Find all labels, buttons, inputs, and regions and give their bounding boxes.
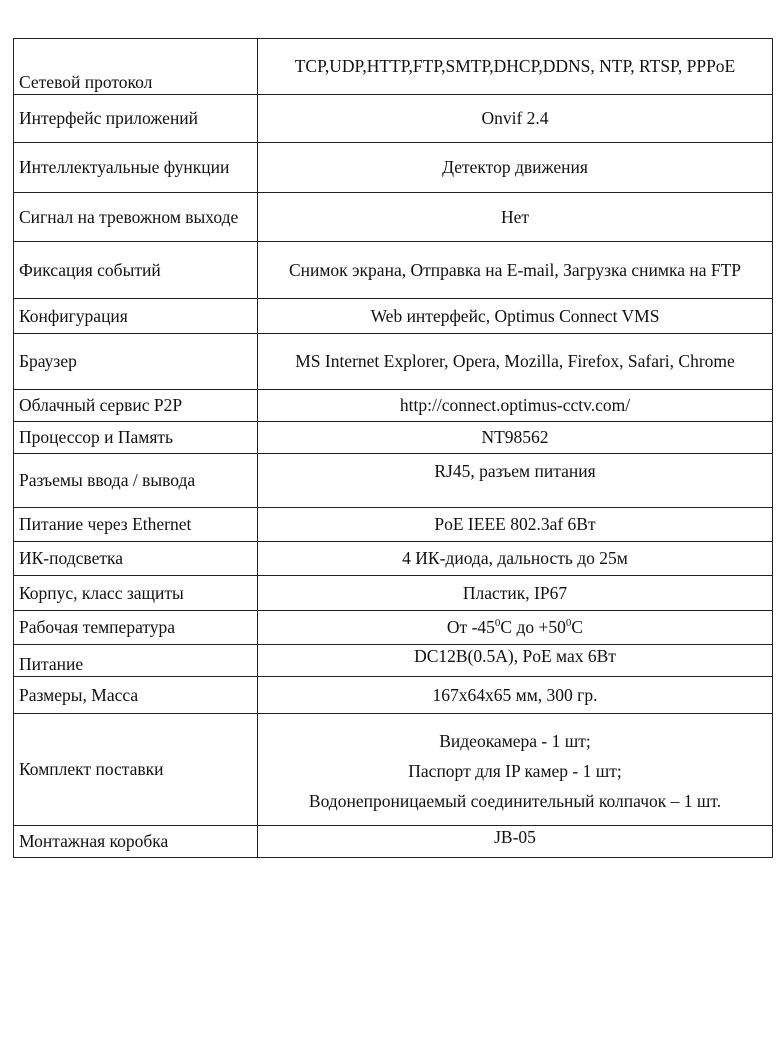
row-label: Фиксация событий bbox=[14, 242, 258, 299]
table-row bbox=[14, 611, 773, 645]
table-row bbox=[14, 677, 773, 714]
table-row bbox=[14, 299, 773, 334]
row-label: Размеры, Масса bbox=[14, 677, 258, 714]
row-label: Процессор и Память bbox=[14, 422, 258, 454]
temp-text: С bbox=[571, 617, 584, 637]
table-row bbox=[14, 95, 773, 143]
row-label: Интеллектуальные функции bbox=[14, 143, 258, 193]
row-value bbox=[258, 714, 773, 826]
row-label: Монтажная коробка bbox=[14, 826, 258, 858]
row-value: Детектор движения bbox=[258, 143, 773, 193]
row-value: DC12В(0.5А), PoE мах 6Вт bbox=[258, 645, 773, 677]
row-value: PoE IEEE 802.3af 6Вт bbox=[258, 508, 773, 542]
kit-item: Водонепроницаемый соединительный колпачок – 1 шт. bbox=[308, 790, 722, 811]
row-value: Пластик, IP67 bbox=[258, 576, 773, 611]
table-row bbox=[14, 334, 773, 390]
row-label: Конфигурация bbox=[14, 299, 258, 334]
table-row bbox=[14, 508, 773, 542]
row-value: JB-05 bbox=[258, 826, 773, 858]
row-label: ИК-подсветка bbox=[14, 542, 258, 576]
table-row bbox=[14, 645, 773, 677]
row-value: Нет bbox=[258, 193, 773, 242]
row-label: Корпус, класс защиты bbox=[14, 576, 258, 611]
table-row bbox=[14, 826, 773, 858]
row-value: http://connect.optimus-cctv.com/ bbox=[258, 390, 773, 422]
row-label: Сигнал на тревожном выходе bbox=[14, 193, 258, 242]
row-value: RJ45, разъем питания bbox=[258, 454, 773, 508]
table-row bbox=[14, 422, 773, 454]
table-row bbox=[14, 454, 773, 508]
row-value: 167х64х65 мм, 300 гр. bbox=[258, 677, 773, 714]
row-label: Сетевой протокол bbox=[14, 39, 258, 95]
row-label: Рабочая температура bbox=[14, 611, 258, 645]
row-label: Питание через Ethernet bbox=[14, 508, 258, 542]
table-row bbox=[14, 390, 773, 422]
row-value: Onvif 2.4 bbox=[258, 95, 773, 143]
table-row bbox=[14, 193, 773, 242]
row-value: 4 ИК-диода, дальность до 25м bbox=[258, 542, 773, 576]
row-label: Облачный сервис P2P bbox=[14, 390, 258, 422]
row-value: Web интерфейс, Optimus Connect VMS bbox=[258, 299, 773, 334]
row-value: Снимок экрана, Отправка на E-mail, Загрузка снимка на FTP bbox=[258, 242, 773, 299]
temp-superscript: 0 bbox=[494, 617, 501, 630]
temp-text: С до +50 bbox=[500, 617, 566, 637]
temp-text: От -45 bbox=[446, 617, 495, 637]
kit-item: Паспорт для IP камер - 1 шт; bbox=[408, 760, 622, 781]
kit-item: Видеокамера - 1 шт; bbox=[439, 730, 591, 751]
table-row bbox=[14, 143, 773, 193]
row-value: TCP,UDP,HTTP,FTP,SMTP,DHCP,DDNS, NTP, RTSP, PPPoE bbox=[258, 39, 773, 95]
row-label: Разъемы ввода / вывода bbox=[14, 454, 258, 508]
table-row bbox=[14, 576, 773, 611]
table-row bbox=[14, 714, 773, 826]
row-label: Интерфейс приложений bbox=[14, 95, 258, 143]
temp-superscript: 0 bbox=[565, 617, 572, 630]
row-label: Питание bbox=[14, 645, 258, 677]
row-value bbox=[258, 611, 773, 645]
table-row bbox=[14, 242, 773, 299]
spec-table bbox=[13, 38, 773, 858]
row-label: Комплект поставки bbox=[14, 714, 258, 826]
row-value: NT98562 bbox=[258, 422, 773, 454]
row-label: Браузер bbox=[14, 334, 258, 390]
row-value: MS Internet Explorer, Opera, Mozilla, Firefox, Safari, Chrome bbox=[258, 334, 773, 390]
table-row bbox=[14, 39, 773, 95]
table-row bbox=[14, 542, 773, 576]
